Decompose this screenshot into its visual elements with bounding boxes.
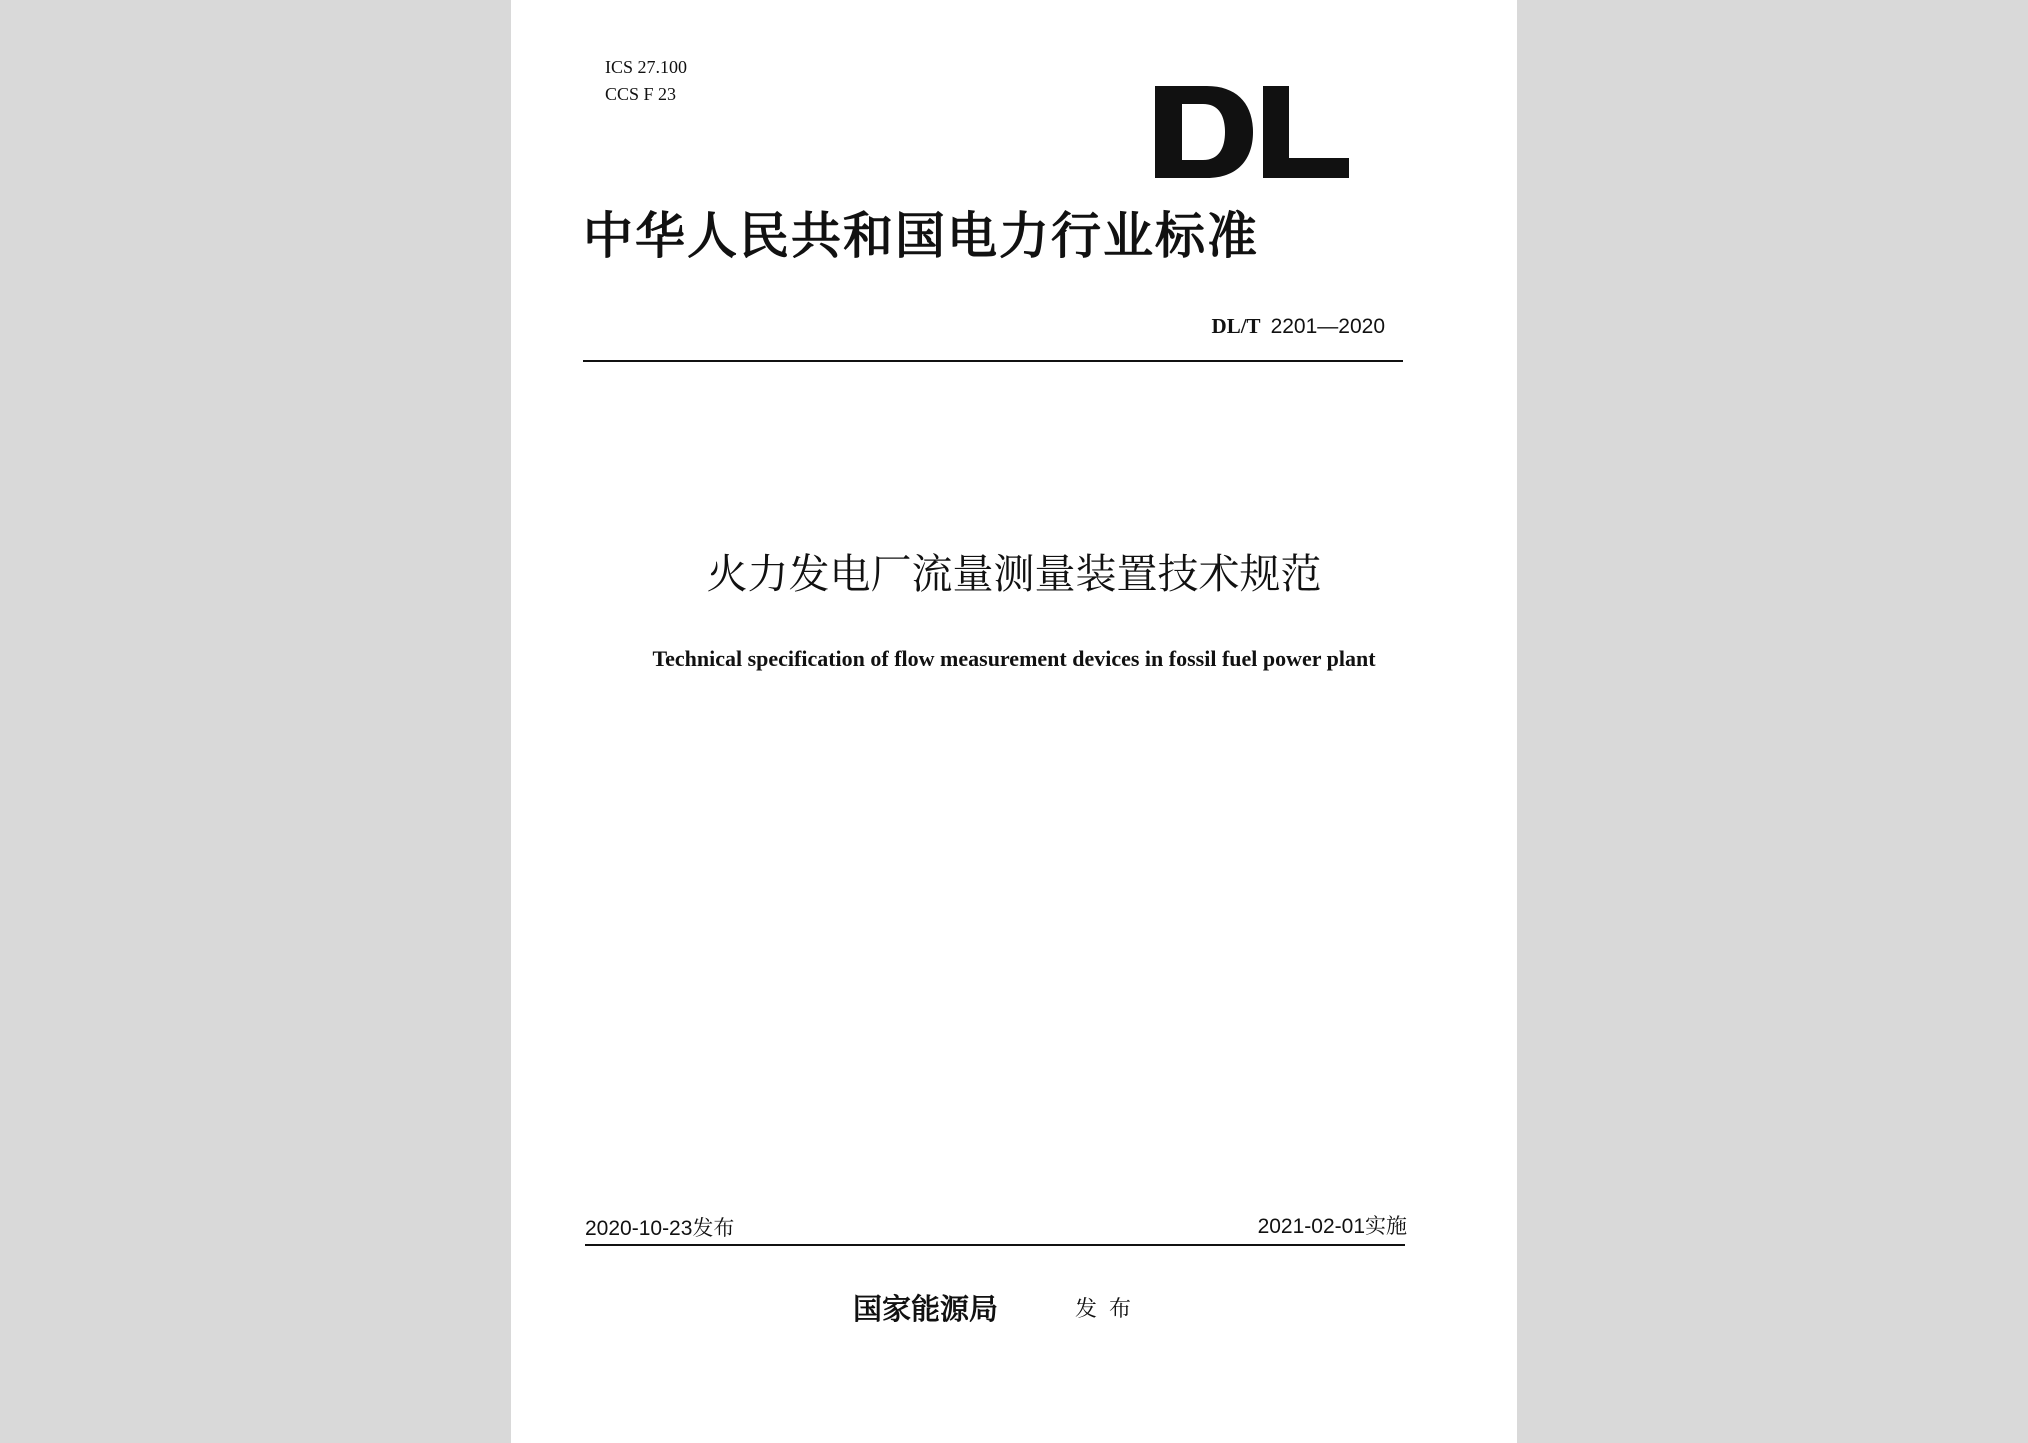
top-divider [583, 360, 1403, 362]
document-title-en: Technical specification of flow measurement devices in fossil fuel power plant [652, 646, 1376, 671]
effective-date: 2021-02-01实施 [1257, 1215, 1407, 1238]
publish-label: 发布 [1075, 1297, 1144, 1322]
document-title-cn: 火力发电厂流量测量装置技术规范 [706, 550, 1322, 598]
document-page [511, 0, 1517, 1443]
standard-number [1212, 314, 1385, 339]
ccs-code: CCS F 23 [605, 84, 677, 104]
publisher-name: 国家能源局 [853, 1292, 999, 1326]
standard-number-value: 2201—2020 [1270, 315, 1385, 338]
standard-category-title: 中华人民共和国电力行业标准 [583, 206, 1259, 265]
bottom-divider [585, 1244, 1405, 1246]
dl-logo [1155, 86, 1349, 178]
standard-number-prefix: DL/T [1211, 314, 1261, 338]
issue-date: 2020-10-23发布 [585, 1217, 735, 1240]
classification-codes [605, 54, 687, 108]
ics-code: ICS 27.100 [605, 57, 688, 77]
